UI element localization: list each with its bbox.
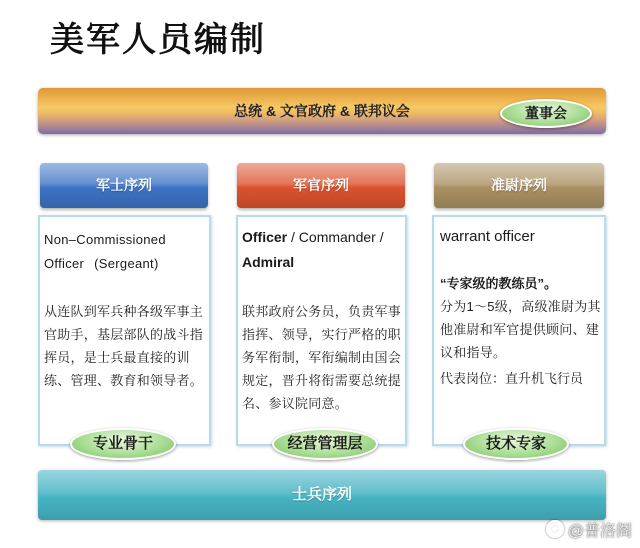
top-banner-label: 总统 & 文官政府 & 联邦议会 — [234, 103, 410, 119]
warrant-description: 分为1～5级，高级准尉为其他准尉和军官提供顾问、建议和指导。 — [440, 299, 601, 360]
officer-english-admiral: Admiral — [242, 254, 295, 270]
warrant-header: 准尉序列 — [434, 163, 604, 208]
warrant-english-term: warrant officer — [440, 228, 535, 245]
soldier-banner: 士兵序列 — [38, 470, 606, 520]
officer-description: 联邦政府公务员，负责军事指挥、领导，实行严格的职务军衔制，军衔编制由国会规定，晋升将衔需要总统提名、参议院同意。 — [242, 304, 402, 411]
page-title: 美军人员编制 — [50, 20, 266, 60]
officer-english-commander: / Commander / — [287, 229, 384, 245]
sergeant-description: 从连队到军兵种各级军事主官助手，基层部队的战斗指挥员，是士兵最直接的训练、管理、教育和领导者。 — [44, 304, 204, 388]
warrant-quote: “专家级的教练员”。 — [440, 276, 558, 291]
officer-header: 军官序列 — [237, 163, 405, 208]
sergeant-badge: 专业骨干 — [70, 428, 176, 460]
warrant-badge: 技术专家 — [463, 428, 569, 460]
top-banner — [38, 88, 606, 134]
watermark-text: @普洛阁 — [567, 522, 632, 540]
sergeant-english-title — [44, 228, 194, 276]
warrant-panel — [432, 215, 606, 446]
officer-english-officer: Officer — [242, 229, 288, 245]
watermark-logo-icon — [546, 520, 564, 538]
warrant-position: 代表岗位：直升机飞行员 — [440, 371, 584, 386]
officer-english-title — [242, 225, 404, 275]
officer-panel — [236, 215, 407, 446]
board-badge: 董事会 — [500, 99, 592, 128]
sergeant-header: 军士序列 — [40, 163, 208, 208]
sergeant-english-alias: (Sergeant) — [94, 256, 159, 271]
sergeant-panel — [38, 215, 211, 446]
sergeant-english-term: Non–Commissioned Officer — [44, 232, 166, 271]
officer-badge: 经营管理层 — [272, 428, 378, 460]
watermark — [546, 517, 632, 541]
